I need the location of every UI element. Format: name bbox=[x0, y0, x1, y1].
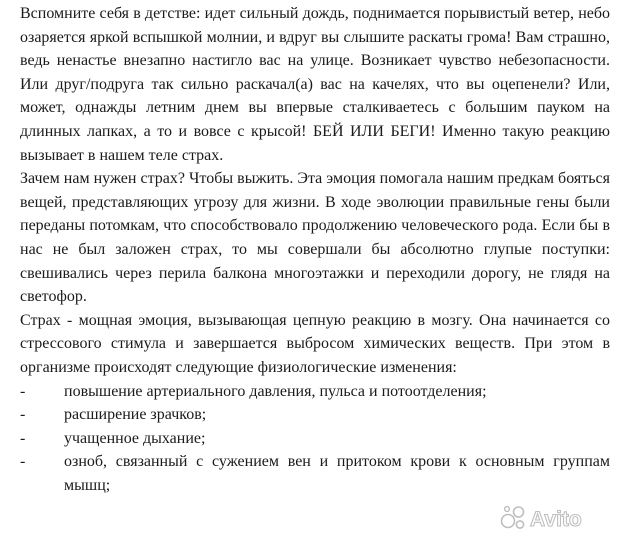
list-item bbox=[20, 380, 610, 404]
list-item-text: расширение зрачков; bbox=[64, 406, 207, 424]
list-marker: - bbox=[20, 453, 26, 471]
list-item bbox=[20, 450, 610, 497]
avito-dots-icon bbox=[502, 507, 524, 528]
list-marker: - bbox=[20, 406, 26, 424]
paragraph-intro: Вспомните себя в детстве: идет сильный дождь, поднимается порывистый ветер, небо озаряется яркой вспышкой молнии, и вдруг вы слышите раскаты грома! Вам страшно, ведь ненастье внезапно настигло вас на улице. Возникает чувство небезопасности. Или друг/подруга так сильно раскачал(а) вас на качелях, что вы оцепенели? Или, может, однажды летним днем вы впервые сталкиваетесь с большим пауком на длинных лапках, а то и вовсе с крысой! БЕЙ ИЛИ БЕГИ! Именно такую реакцию вызывает в нашем теле страх. bbox=[20, 5, 610, 164]
list-item-text: озноб, связанный с сужением вен и притоком крови к основным группам мышц; bbox=[64, 453, 610, 494]
list-item bbox=[20, 403, 610, 427]
paragraph-fear-reaction: Страх - мощная эмоция, вызывающая цепную реакцию в мозгу. Она начинается со стрессового стимула и завершается выбросом химических веществ. При этом в организме происходят следующие физиологические изменения: bbox=[20, 311, 610, 376]
list-marker: - bbox=[20, 382, 26, 400]
physiological-changes-list bbox=[20, 380, 610, 498]
list-item-text: повышение артериального давления, пульса и потоотделения; bbox=[64, 382, 487, 400]
list-marker: - bbox=[20, 429, 26, 447]
avito-watermark-logo bbox=[500, 504, 608, 532]
list-item-text: учащенное дыхание; bbox=[64, 429, 206, 447]
avito-wordmark: Avito bbox=[530, 508, 582, 531]
list-item bbox=[20, 427, 610, 451]
paragraph-why-fear: Зачем нам нужен страх? Чтобы выжить. Эта эмоция помогала нашим предкам бояться вещей, представляющих угрозу для жизни. В ходе эволюции правильные гены были переданы потомкам, что способствовало продолжению человеческого рода. Если бы в нас не был заложен страх, то мы совершали бы абсолютно глупые поступки: свешивались через перила балкона многоэтажки и переходили дорогу, не глядя на светофор. bbox=[20, 170, 610, 306]
